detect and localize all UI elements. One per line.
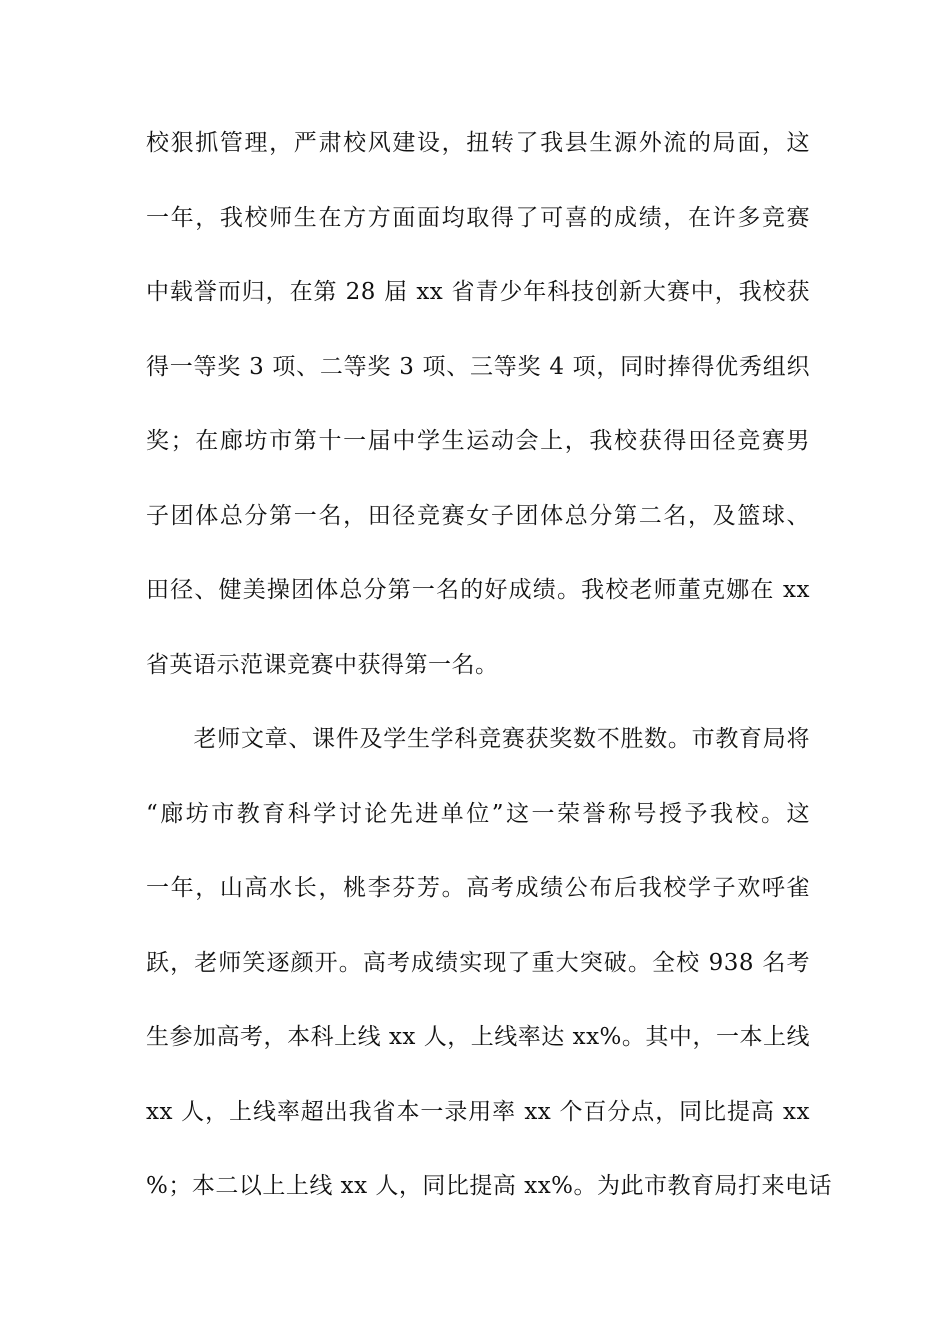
text-line: 田径、健美操团体总分第一名的好成绩。我校老师董克娜在 xx [146,577,810,603]
text-line: 省英语示范课竞赛中获得第一名。 [146,651,499,678]
text-line: 一年，我校师生在方方面面均取得了可喜的成绩，在许多竞赛 [146,204,810,231]
text-line: 得一等奖 3 项、二等奖 3 项、三等奖 4 项，同时捧得优秀组织 [146,353,810,380]
text-line: 跃，老师笑逐颜开。高考成绩实现了重大突破。全校 938 名考 [146,949,810,976]
text-line: 奖；在廊坊市第十一届中学生运动会上，我校获得田径竞赛男 [146,428,810,454]
text-line: 校狠抓管理，严肃校风建设，扭转了我县生源外流的局面，这 [146,130,810,156]
text-line: xx 人，上线率超出我省本一录用率 xx 个百分点，同比提高 xx [146,1098,810,1125]
document-body [146,130,833,1250]
text-line: 老师文章、课件及学生学科竞赛获奖数不胜数。市教育局将 [146,726,810,752]
text-line: 中载誉而归，在第 28 届 xx 省青少年科技创新大赛中，我校获 [146,279,810,305]
text-line: %；本二以上上线 xx 人，同比提高 xx%。为此市教育局打来电话 [146,1173,833,1199]
paragraph-1 [146,132,810,728]
paragraph-2 [146,726,833,1250]
text-line: 子团体总分第一名，田径竞赛女子团体总分第二名，及篮球、 [146,502,810,529]
text-line: 一年，山高水长，桃李芬芳。高考成绩公布后我校学子欢呼雀 [146,875,810,901]
text-line: 生参加高考，本科上线 xx 人，上线率达 xx%。其中，一本上线 [146,1024,810,1050]
text-line: “廊坊市教育科学讨论先进单位”这一荣誉称号授予我校。这 [146,800,810,827]
